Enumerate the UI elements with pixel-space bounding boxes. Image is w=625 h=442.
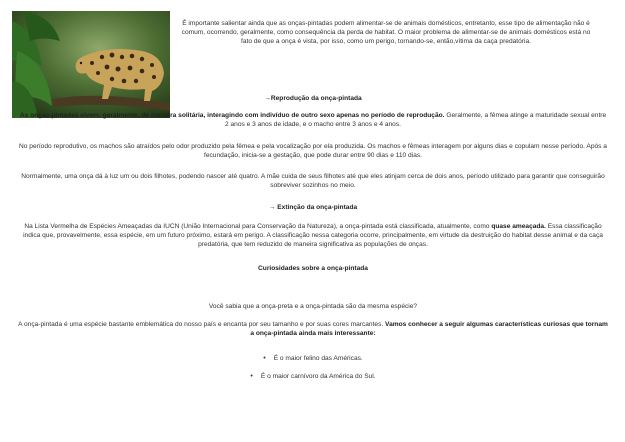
intro-text: É importante salientar ainda que as onças-pintadas podem alimentar-se de animais domésticos, entretanto, esse tipo de alimentação não é comum, ocorrendo, geralmente, como consequência da perda de habitat. O maior problema de alimentar-se de animais domésticos está no fato de que a onça é vista, por isso, como um perigo, tornando-se, então,vítima da caça predatória. — [181, 20, 591, 46]
extinction-paragraph — [18, 222, 608, 249]
curiosities-p-start: A onça-pintada é uma espécie bastante emblemática do nosso país e encanta por seu tamanho e por suas cores marcantes. — [18, 321, 386, 328]
curiosities-question-text: Você sabia que a onça-preta e a onça-pintada são da mesma espécie? — [208, 303, 418, 310]
reproduction-p2: No período reprodutivo, os machos são atraídos pelo odor produzido pela fêmea e pela vocalização por ela produzida. Os machos e fêmeas interagem por alguns dias e copulam nesse período. Após a fecundação, inicia-se a gestação, que pode durar entre 90 dias e 110 dias. — [19, 143, 607, 160]
list-item — [18, 350, 608, 368]
extinction-heading-text: → Extinção da onça-pintada — [268, 204, 358, 211]
reproduction-p3: Normalmente, uma onça dá à luz um ou dois filhotes, podendo nascer até quatro. A mãe cuida de seus filhotes até que eles atinjam cerca de dois anos, período utilizado para garantir que conseguirão sobreviver sozinhos no meio. — [21, 173, 605, 190]
bullet-text: É o maior felino das Américas. — [273, 355, 363, 363]
reproduction-paragraph-3 — [18, 172, 608, 190]
curiosities-heading-text: Curiosidades sobre a onça-pintada — [258, 265, 368, 272]
bullet-dot-icon: • — [263, 355, 266, 363]
reproduction-p1-bold: As onças-pintadas vivem, geralmente, de maneira solitária, interagindo com indivíduo de outro sexo apenas no período de reprodução. — [19, 112, 445, 119]
curiosities-p-bold: Vamos conhecer a seguir algumas características curiosas que tornam a onça-pintada ainda mais interessante: — [250, 321, 608, 338]
extinction-p-start: Na Lista Vermelha de Espécies Ameaçadas da IUCN (União Internacional para Conservação da Natureza), a onça-pintada está classificada, atualmente, como — [24, 223, 492, 230]
reproduction-heading — [18, 94, 608, 103]
bullet-text: É o maior carnívoro da América do Sul. — [260, 373, 376, 381]
curiosities-paragraph — [18, 320, 608, 338]
extinction-p-bold: quase ameaçada. — [491, 223, 546, 230]
reproduction-p1-rest: Geralmente, a fêmea atinge a maturidade sexual entre 2 anos e 3 anos de idade, e o macho entre 3 anos e 4 anos. — [225, 112, 607, 129]
extinction-heading — [18, 203, 608, 212]
curiosities-bullet-list — [18, 350, 608, 386]
reproduction-paragraph-1 — [18, 111, 608, 129]
curiosities-heading — [18, 264, 608, 273]
intro-paragraph — [176, 19, 596, 46]
list-item — [18, 368, 608, 386]
reproduction-heading-text: →Reprodução da onça-pintada — [264, 95, 362, 102]
extinction-p-rest: Essa classificação indica que, provavelmente, essa espécie, em um futuro próximo, estará em perigo. A classificação nessa categoria ocorre, principalmente, em virtude da destruição do habitat desse animal e da caça predatória, que tem reduzido de maneira significativa as populações de onças. — [23, 223, 603, 249]
reproduction-paragraph-2 — [18, 142, 608, 160]
bullet-dot-icon: • — [250, 373, 253, 381]
curiosities-question — [18, 302, 608, 311]
